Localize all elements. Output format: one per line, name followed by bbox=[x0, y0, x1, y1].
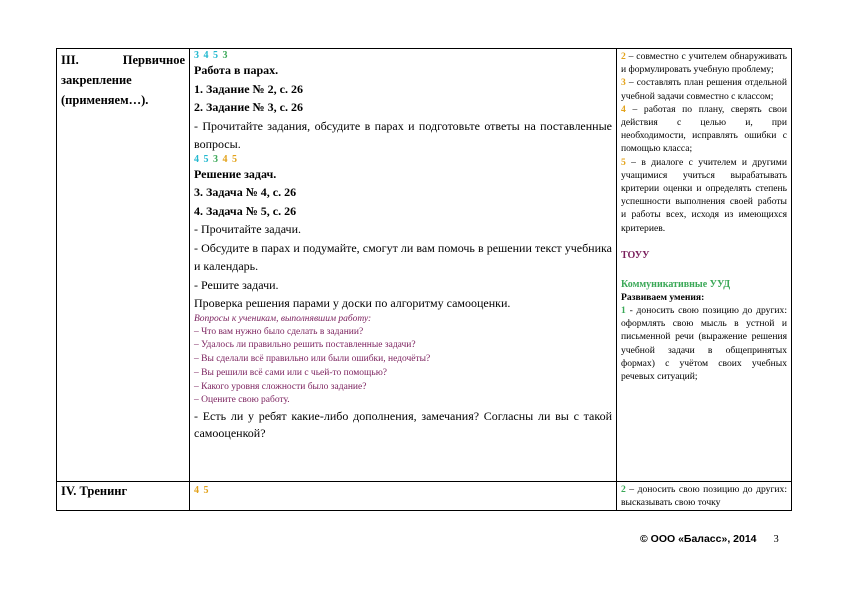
level-numbers-mid: 4 5 3 4 5 bbox=[194, 153, 238, 165]
instruction-3: - Обсудите в парах и подумайте, смогут ли вам помочь в решении текст учебника и календарь. bbox=[194, 240, 612, 273]
stage-cell bbox=[57, 49, 190, 482]
table-row-stage-4 bbox=[57, 482, 792, 511]
instruction-2: - Прочитайте задачи. bbox=[194, 222, 301, 236]
lesson-plan-table bbox=[56, 48, 792, 511]
question-item: – Удалось ли правильно решить поставленные задачи? bbox=[194, 340, 416, 351]
solve-heading: Решение задач. bbox=[194, 166, 277, 181]
goal-4: 4 – работая по плану, сверять свои действия с целью и, при необходимости, исправлять ошибки с помощью класса; bbox=[621, 103, 787, 155]
table-row-stage-3 bbox=[57, 49, 792, 482]
question-item: – Что вам нужно было сделать в задании? bbox=[194, 326, 364, 337]
question-item: – Вы сделали всё правильно или были ошибки, недочёты? bbox=[194, 354, 431, 365]
activity-cell bbox=[190, 482, 617, 511]
question-item: – Какого уровня сложности было задание? bbox=[194, 381, 367, 392]
check-text: Проверка решения парами у доски по алгоритму самооценки. bbox=[194, 296, 511, 310]
work-pairs-heading: Работа в парах. bbox=[194, 63, 279, 77]
page-number: 3 bbox=[773, 534, 779, 545]
develop-skills: Развиваем умения: bbox=[621, 291, 705, 303]
level-numbers: 4 5 bbox=[194, 485, 210, 496]
activity-cell bbox=[190, 49, 617, 482]
goal-comm-2: 2 – доносить свою позицию до других: высказывать свою точку bbox=[621, 484, 787, 509]
closing-question: - Есть ли у ребят какие-либо дополнения, замечания? Согласны ли вы с такой самооценкой? bbox=[194, 409, 612, 441]
question-item: – Оцените свою работу. bbox=[194, 395, 290, 406]
stage-title: IV. Тренинг bbox=[61, 484, 128, 498]
task-2: 2. Задание № 3, с. 26 bbox=[194, 100, 303, 114]
uud-cell bbox=[617, 482, 792, 511]
level-numbers-top: 3 4 5 3 bbox=[194, 50, 229, 61]
copyright: © ООО «Баласс», 2014 bbox=[640, 533, 757, 545]
goal-2: 2 – совместно с учителем обнаруживать и формулировать учебную проблему; bbox=[621, 51, 787, 76]
stage-cell bbox=[57, 482, 190, 511]
question-item: – Вы решили всё сами или с чьей-то помощью? bbox=[194, 367, 388, 378]
goal-comm-1: 1 - доносить свою позицию до других: оформлять свою мысль в устной и письменной речи (выражение решения учебной задачи в общепринятых формах) с учётом своих учебных речевых ситуаций; bbox=[621, 305, 787, 383]
uud-cell bbox=[617, 49, 792, 482]
communicative-heading: Коммуникативные УУД bbox=[621, 278, 731, 290]
instruction-1: - Прочитайте задания, обсудите в парах и подготовьте ответы на поставленные вопросы. bbox=[194, 118, 612, 151]
goal-5: 5 – в диалоге с учителем и другими учащимися учиться вырабатывать критерии оценки и определять степень успешности выполнения своей работы и работы всех, исходя из имеющихся критериев. bbox=[621, 156, 787, 234]
page-footer bbox=[640, 533, 779, 545]
task-4: 4. Задача № 5, с. 26 bbox=[194, 203, 297, 218]
goal-3: 3 – составлять план решения отдельной учебной задачи совместно с классом; bbox=[621, 77, 787, 102]
task-1: 1. Задание № 2, с. 26 bbox=[194, 81, 303, 96]
questions-heading: Вопросы к ученикам, выполнявшим работу: bbox=[194, 313, 372, 324]
stage-title: III. Первичное закрепление (применяем…). bbox=[61, 53, 185, 107]
toyy-heading: ТОУУ bbox=[621, 249, 650, 261]
instruction-4: - Решите задачи. bbox=[194, 277, 279, 292]
task-3: 3. Задача № 4, с. 26 bbox=[194, 185, 297, 199]
